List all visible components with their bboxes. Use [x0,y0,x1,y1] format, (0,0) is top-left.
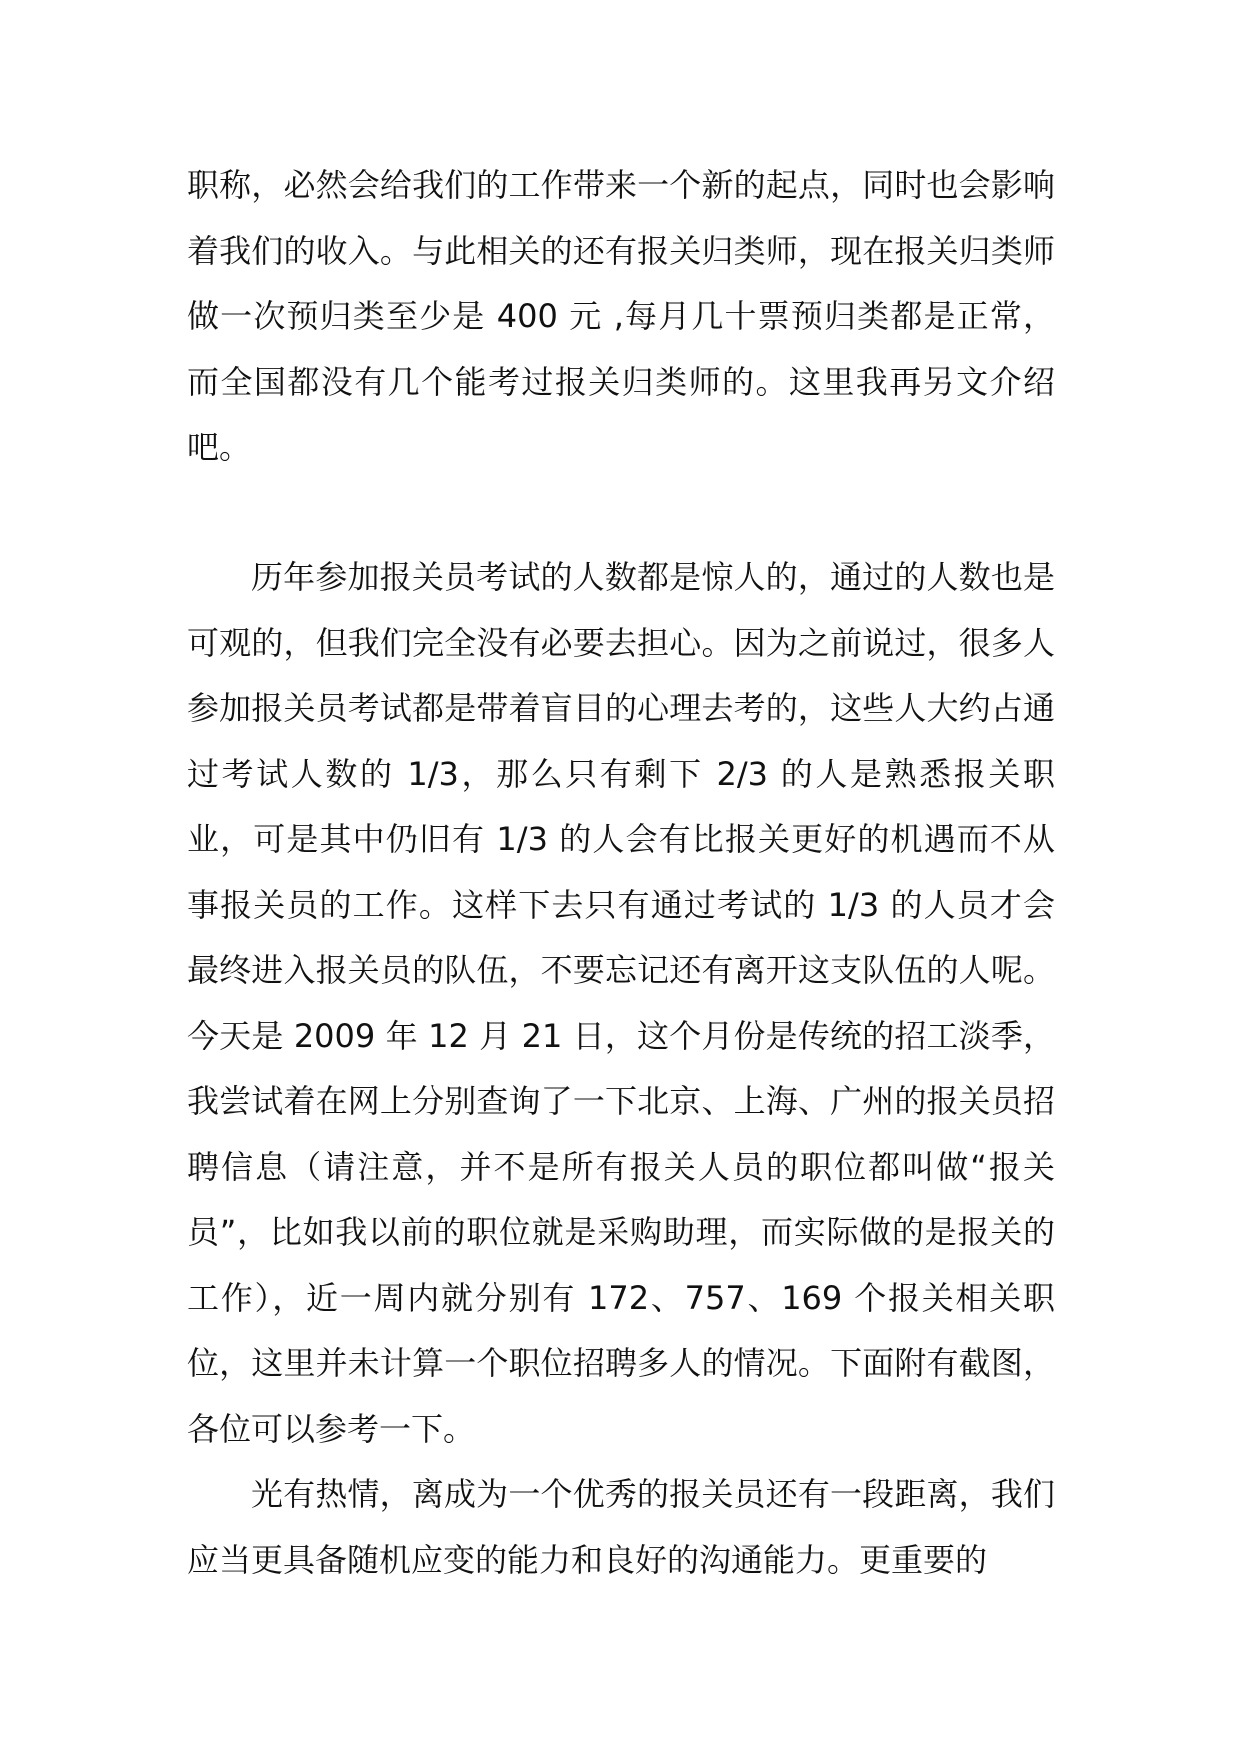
paragraph-exam-stats [187,545,1055,1462]
paragraph-passion [187,1462,1055,1593]
paragraph-text: 职称，必然会给我们的工作带来一个新的起点，同时也会影响着我们的收入。与此相关的还有报关归类师，现在报关归类师做一次预归类至少是 400 元 ,每月几十票预归类都是正常，而全国都没有几个能考过报关归类师的。这里我再另文介绍吧。 [187,166,1055,466]
paragraph-text: 光有热情，离成为一个优秀的报关员还有一段距离，我们应当更具备随机应变的能力和良好的沟通能力。更重要的 [187,1475,1055,1579]
paragraph-text: 历年参加报关员考试的人数都是惊人的，通过的人数也是可观的，但我们完全没有必要去担心。因为之前说过，很多人参加报关员考试都是带着盲目的心理去考的，这些人大约占通过考试人数的 1/3，那么只有剩下 2/3 的人是熟悉报关职业，可是其中仍旧有 1/3 的人会有比报关更好的机遇而不从事报关员的工作。这样下去只有通过考试的 1/3 的人员才会最终进入报关员的队伍，不要忘记还有离开这支队伍的人呢。今天是 2009 年 12 月 21 日，这个月份是传统的招工淡季，我尝试着在网上分别查询了一下北京、上海、广州的报关员招聘信息（请注意，并不是所有报关人员的职位都叫做“报关员”，比如我以前的职位就是采购助理，而实际做的是报关的工作），近一周内就分别有 172、757、169 个报关相关职位，这里并未计算一个职位招聘多人的情况。下面附有截图，各位可以参考一下。 [187,558,1055,1448]
paragraph-continuation [187,153,1055,481]
